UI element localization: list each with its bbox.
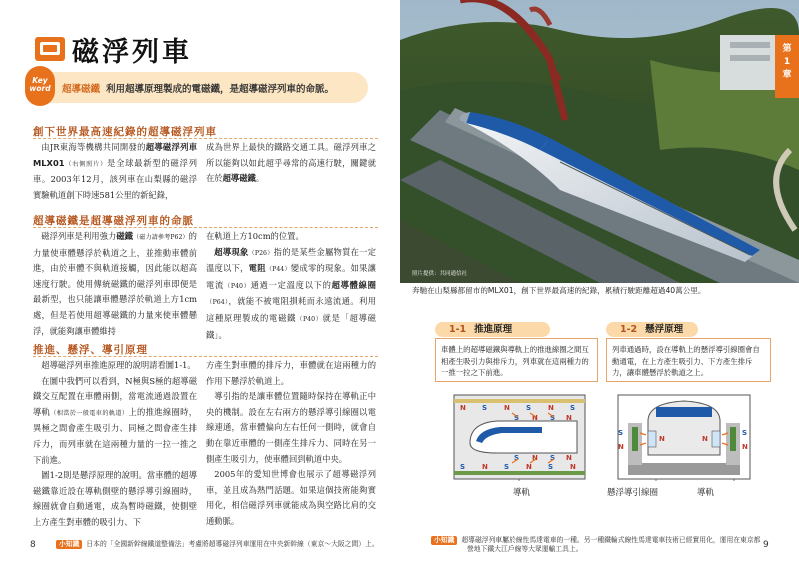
train-icon [35, 37, 65, 61]
principle2-description: 列車通過時，設在導軌上的懸浮導引線圈會自動通電，在上方產生吸引力、下方產生排斥力，讓車體懸浮於軌道之上。 [606, 338, 771, 382]
section2-col2: 在軌道上方10cm的位置。 超導現象（P26）指的是某些金屬物質在一定溫度以下，電阻（P44）變成零的現象。如果讓電流（P40）通過一定溫度以下的超導體線圈（P64），就能不被電阻損耗而永遠流通。利用這種原理製成的電磁鐵（P40）就是「超導磁鐵」。 [206, 231, 376, 340]
section-divider [33, 138, 378, 139]
section2-col1: 磁浮列車是利用強力磁鐵（磁力請參考P62）的力量使車體懸浮於軌道之上，並推動車體前進，由於車體不與軌道接觸，因此能以超高速度行駛。使用傳統磁鐵的磁浮列車即便是最新型，也只能讓車體懸浮於軌道上方1cm處，但是若使用超導磁鐵的力量來使車體懸浮，就能夠讓車體維持 [33, 231, 197, 336]
svg-text:N: N [742, 443, 748, 451]
svg-text:N: N [504, 404, 510, 412]
section-divider [33, 227, 378, 228]
section3-col1: 超導磁浮列車推進原理的說明請看圖1-1。 在圖中我們可以看到，N極與S極的超導磁鐵交互配置在車體兩側，當電流通過設置在導軌（相當於一般電車的軌道）上的推進線圈時，異極之間會產生吸引力、同極之間會產生排斥力，而列車就在這兩種力量的一拉一推之下前進。 圖1-2則是懸浮原理的說明。當車體的超導磁鐵靠近設在導軌側壁的懸浮導引線圈時，線圈就會自動通電，成為暫時磁鐵，使側壁上方產生對車體的吸引力、下 [33, 360, 197, 527]
photo-caption: 奔馳在山梨縣都留市的MLX01，創下世界最高速的紀錄，累積行駛距離超過40萬公里。 [412, 286, 706, 295]
principle1-description: 車體上的超導磁鐵與導軌上的推進線圈之間互相產生吸引力與排斥力，列車就在這兩種力的一推一拉之下前進。 [435, 338, 598, 382]
svg-text:S: S [742, 429, 748, 437]
chapter-tab: 第 1 章 [775, 35, 799, 98]
keyword-term: 超導磁鐵 [62, 84, 101, 95]
footnote-left: 小知識 日本的「全國新幹線鐵道整備法」考慮將超導磁浮列車運用在中央新幹線（東京～大阪之間）上。 [56, 540, 379, 549]
footnote-tag: 小知識 [56, 540, 82, 549]
svg-text:S: S [460, 463, 466, 471]
page-title: 磁浮列車 [72, 37, 192, 68]
keyword-badge: Key word [25, 66, 55, 106]
levitation-rail-label: 導軌 [697, 488, 715, 498]
principle1-heading: 1-1 推進原理 [435, 322, 550, 337]
svg-text:N: N [460, 404, 466, 412]
right-page [400, 0, 799, 567]
footnote-tag: 小知識 [431, 536, 457, 545]
page-number-left: 8 [30, 540, 36, 550]
svg-text:S: S [514, 454, 520, 462]
section1-col1: 由JR東海等機構共同開發的超導磁浮列車MLX01（右側照片）是全球最新型的磁浮列車。2003年12月，該列車在山梨縣的磁浮實驗軌道創下時速581公里的新紀錄， [33, 142, 197, 200]
svg-text:S: S [504, 463, 510, 471]
section-heading-superconducting: 超導磁鐵是超導磁浮列車的命脈 [33, 215, 194, 227]
svg-text:S: S [618, 429, 624, 437]
page-number-right: 9 [763, 540, 769, 550]
levitation-coil-label: 懸浮導引線圈 [607, 488, 659, 498]
svg-text:N: N [532, 414, 538, 422]
svg-text:N: N [618, 443, 624, 451]
svg-text:S: S [548, 463, 554, 471]
svg-text:N: N [482, 463, 488, 471]
svg-text:N: N [570, 463, 576, 471]
svg-text:N: N [526, 463, 532, 471]
section3-col2: 方產生對車體的排斥力，車體就在這兩種力的作用下懸浮於軌道上。 導引指的是讓車體位置隨時保持在導軌正中央的機制。設在左右兩方的懸浮導引線圈以電線連通，當車體偏向左右任何一側時，就會自動在靠近車體的一側產生排斥力、同時在另一側產生吸引力，使車體回到軌道中央。 2005年的愛知世博會也展示了超導磁浮列車，並且成為熱門話題。如果這個技術能夠實用化，相信磁浮列車就能成為與空路比肩的交通動脈。 [206, 360, 376, 526]
svg-text:N: N [659, 435, 665, 443]
svg-text:S: S [550, 414, 556, 422]
footnote-right: 小知識 超導磁浮列車屬於線性馬達電車的一種。另一種鐵輪式線性馬達電車技術已經實用化，運用在東京都 營地下鐵大江戶線等大眾運輸工具上。 [431, 536, 760, 554]
propulsion-diagram [452, 393, 587, 481]
svg-text:N: N [702, 435, 708, 443]
svg-text:N: N [548, 404, 554, 412]
propulsion-rail-label: 導軌 [513, 488, 531, 498]
photo-credit: 照片提供：共同通信社 [412, 271, 468, 277]
svg-text:N: N [566, 454, 572, 462]
svg-text:S: S [550, 454, 556, 462]
section1-col2: 成為世界上最快的鐵路交通工具。磁浮列車之所以能夠以如此超乎尋常的高速行駛，關鍵就在於超導磁鐵。 [206, 142, 376, 184]
svg-text:S: S [482, 404, 488, 412]
svg-text:S: S [514, 414, 520, 422]
keyword-definition: 超導磁鐵 利用超導原理製成的電磁鐵，是超導磁浮列車的命脈。 [62, 84, 335, 95]
section-heading-principles: 推進、懸浮、導引原理 [33, 344, 148, 356]
svg-text:N: N [532, 454, 538, 462]
svg-text:S: S [570, 404, 576, 412]
section-divider [33, 356, 378, 357]
section-heading-record: 創下世界最高速紀錄的超導磁浮列車 [33, 126, 217, 138]
maglev-train-photo [400, 0, 799, 283]
svg-text:S: S [526, 404, 532, 412]
svg-text:N: N [566, 414, 572, 422]
principle2-heading: 1-2 懸浮原理 [606, 322, 698, 337]
levitation-diagram [616, 393, 752, 481]
